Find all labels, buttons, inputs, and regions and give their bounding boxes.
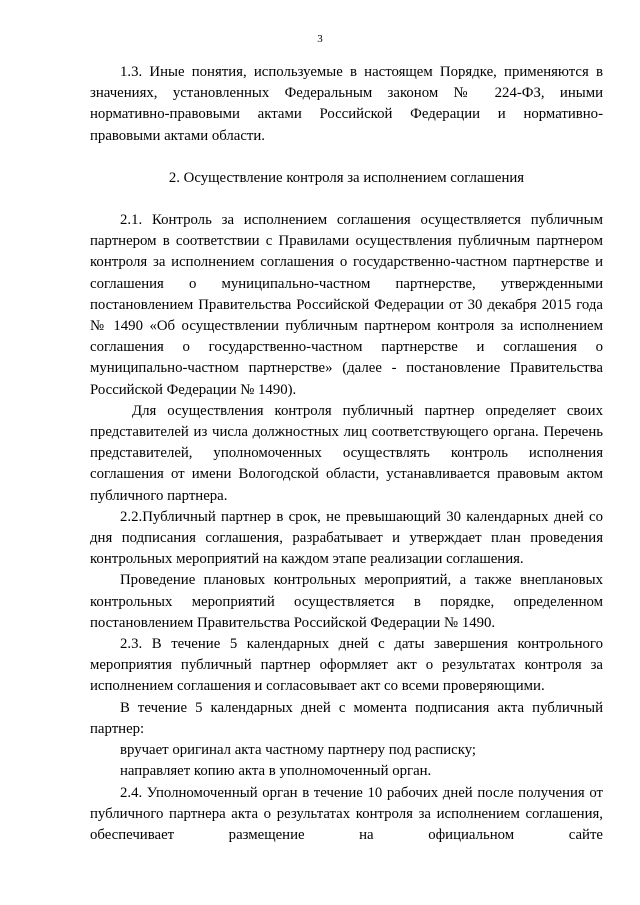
paragraph-2-4: 2.4. Уполномоченный орган в течение 10 рабочих дней после получения от публичного партнера акта о результатах контроля за исполнением соглашения, обеспечивает размещение на официальном сайте (90, 784, 603, 843)
paragraph-2-2-inspections: Проведение плановых контрольных мероприятий, а также внеплановых контрольных мероприятий осуществляется в порядке, определенном постановлением Правительства Российской Федерации № 1490. (90, 572, 603, 631)
page-number: 3 (317, 33, 323, 45)
paragraph-2-1: 2.1. Контроль за исполнением соглашения осуществляется публичным партнером в соответствии с Правилами осуществления публичным партнером контроля за исполнением соглашения о государственно-частном партнерстве и соглашения о муниципально-частном партнерстве, утвержденными постановлением Правительства Российской Федерации от 30 декабря 2015 года № 1490 «Об осуществлении публичным партнером контроля за исполнением соглашения о государственно-частном партнерстве и соглашения о муниципально-частном партнерстве» (далее - постановление Правительства Российской Федерации № 1490). (90, 212, 603, 398)
paragraph-2-3-hand-over: вручает оригинал акта частному партнеру под расписку; (120, 742, 477, 759)
paragraph-2-2: 2.2.Публичный партнер в срок, не превышающий 30 календарных дней со дня подписания соглашения, разрабатывает и утверждает план проведения контрольных мероприятий на каждом этапе реализации соглашения. (90, 508, 603, 568)
paragraph-2-3-deadline: В течение 5 календарных дней с момента подписания акта публичный партнер: (90, 699, 603, 737)
document-body (90, 62, 603, 846)
paragraph-2-1-representatives: Для осуществления контроля публичный партнер определяет своих представителей из числа должностных лиц соответствующего органа. Перечень представителей, уполномоченных осуществлять контроль исполнения соглашения от имени Вологодской области, устанавливается правовым актом публичного партнера. (90, 402, 603, 504)
paragraph-2-3-send-copy: направляет копию акта в уполномоченный орган. (120, 763, 432, 780)
paragraph-1-3: 1.3. Иные понятия, используемые в настоящем Порядке, применяются в значениях, установленных Федеральным законом № 224-ФЗ, иными нормативно-правовыми актами Российской Федерации и нормативно-правовыми актами области. (90, 64, 603, 144)
paragraph-2-3: 2.3. В течение 5 календарных дней с даты завершения контрольного мероприятия публичный партнер оформляет акт о результатах контроля за исполнением соглашения и согласовывает акт со всеми проверяющими. (90, 636, 603, 695)
section-heading-2: 2. Осуществление контроля за исполнением соглашения (168, 169, 525, 186)
